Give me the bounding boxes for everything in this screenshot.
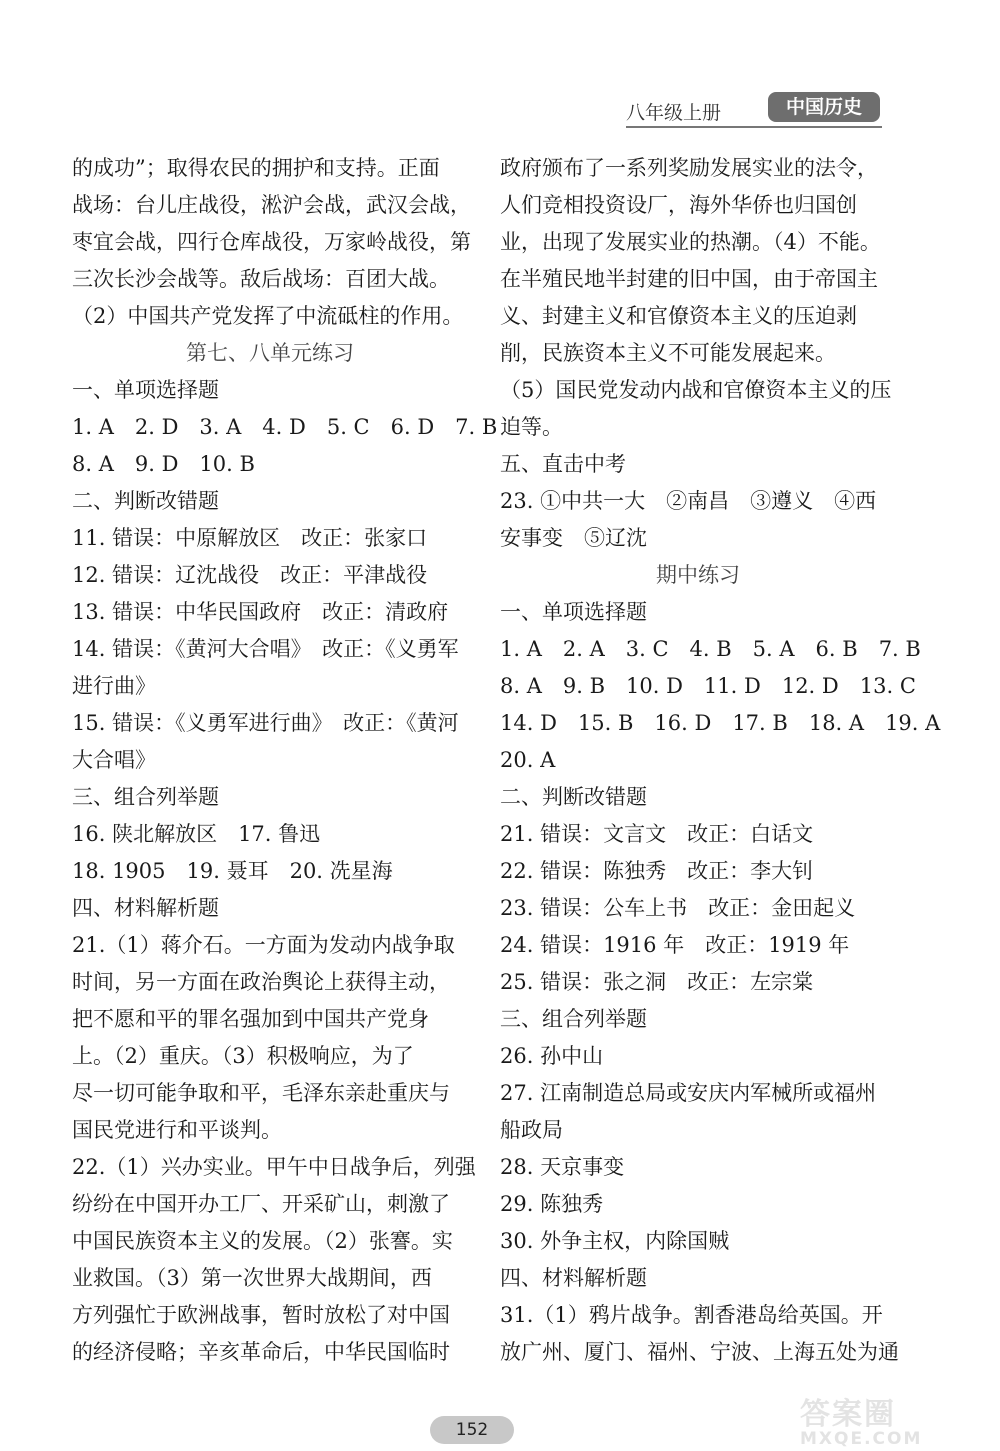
text-line: 26. 孙中山 <box>500 1044 604 1068</box>
text-line: 战场：台儿庄战役，淞沪会战，武汉会战， <box>72 193 471 217</box>
section-heading: 期中练习 <box>656 563 740 587</box>
text-line: 20. A <box>500 748 556 772</box>
text-line: 放广州、厦门、福州、宁波、上海五处为通 <box>500 1340 899 1364</box>
subject-badge: 中国历史 <box>768 92 880 122</box>
text-line: 四、材料解析题 <box>500 1266 647 1290</box>
text-line: 时间，另一方面在政治舆论上获得主动， <box>72 970 450 994</box>
text-line: 削，民族资本主义不可能发展起来。 <box>500 341 836 365</box>
text-line: 一、单项选择题 <box>500 600 647 624</box>
right-column <box>500 150 941 1371</box>
text-line: 23. 错误：公车上书 改正：金田起义 <box>500 896 856 920</box>
text-line: 人们竞相投资设厂，海外华侨也归国创 <box>500 193 857 217</box>
text-line: 11. 错误：中原解放区 改正：张家口 <box>72 526 428 550</box>
grade-label: 八年级上册 <box>626 102 722 124</box>
text-line: 27. 江南制造总局或安庆内军械所或福州 <box>500 1081 877 1105</box>
text-line: 业救国。（3）第一次世界大战期间，西 <box>72 1266 432 1290</box>
text-line: 18. 1905 19. 聂耳 20. 冼星海 <box>72 859 393 883</box>
text-line: 船政局 <box>500 1118 563 1142</box>
text-line: 安事变 ⑤辽沈 <box>500 526 647 550</box>
text-line: 22. 错误：陈独秀 改正：李大钊 <box>500 859 814 883</box>
text-line: 大合唱》 <box>72 748 156 772</box>
text-line: 23. ①中共一大 ②南昌 ③遵义 ④西 <box>500 489 877 513</box>
watermark-url: MXQE.COM <box>800 1429 923 1449</box>
text-line: 15. 错误：《义勇军进行曲》 改正：《黄河 <box>72 711 459 735</box>
text-line: 把不愿和平的罪名强加到中国共产党身 <box>72 1007 429 1031</box>
text-line: 14. D 15. B 16. D 17. B 18. A 19. A <box>500 711 941 735</box>
text-line: 上。（2）重庆。（3）积极响应，为了 <box>72 1044 414 1068</box>
text-line: 枣宜会战，四行仓库战役，万家岭战役，第 <box>72 230 471 254</box>
watermark-logo <box>800 1397 990 1449</box>
text-line: 29. 陈独秀 <box>500 1192 604 1216</box>
text-line: 21. 错误：文言文 改正：白话文 <box>500 822 814 846</box>
text-line: 三次长沙会战等。敌后战场：百团大战。 <box>72 267 450 291</box>
text-line: 业，出现了发展实业的热潮。（4）不能。 <box>500 230 881 254</box>
text-line: 13. 错误：中华民国政府 改正：清政府 <box>72 600 449 624</box>
text-line: 纷纷在中国开办工厂、开采矿山，刺激了 <box>72 1192 450 1216</box>
text-line: 16. 陕北解放区 17. 鲁迅 <box>72 822 321 846</box>
text-line: 迫等。 <box>500 415 563 439</box>
text-line: 一、单项选择题 <box>72 378 219 402</box>
watermark-text: 答案圈 <box>800 1397 896 1432</box>
section-heading: 第七、八单元练习 <box>186 341 354 365</box>
text-line: 30. 外争主权，内除国贼 <box>500 1229 730 1253</box>
text-line: 义、封建主义和官僚资本主义的压迫剥 <box>500 304 857 328</box>
text-line: 二、判断改错题 <box>72 489 219 513</box>
text-line: 的成功”；取得农民的拥护和支持。正面 <box>72 156 440 180</box>
text-line: 22.（1）兴办实业。甲午中日战争后，列强 <box>72 1155 476 1179</box>
header-rule <box>626 126 882 128</box>
text-line: 1. A 2. D 3. A 4. D 5. C 6. D 7. B <box>72 415 498 439</box>
text-line: 12. 错误：辽沈战役 改正：平津战役 <box>72 563 428 587</box>
text-line: 28. 天京事变 <box>500 1155 625 1179</box>
text-line: 进行曲》 <box>72 674 156 698</box>
text-line: 21.（1）蒋介石。一方面为发动内战争取 <box>72 933 455 957</box>
text-line: （2）中国共产党发挥了中流砥柱的作用。 <box>72 304 464 328</box>
text-line: 8. A 9. B 10. D 11. D 12. D 13. C <box>500 674 916 698</box>
text-line: 在半殖民地半封建的旧中国，由于帝国主 <box>500 267 878 291</box>
text-line: 方列强忙于欧洲战事，暂时放松了对中国 <box>72 1303 450 1327</box>
text-line: 31.（1）鸦片战争。割香港岛给英国。开 <box>500 1303 883 1327</box>
text-line: 国民党进行和平谈判。 <box>72 1118 282 1142</box>
text-line: 25. 错误：张之洞 改正：左宗棠 <box>500 970 814 994</box>
text-line: 政府颁布了一系列奖励发展实业的法令， <box>500 156 878 180</box>
text-line: 14. 错误：《黄河大合唱》 改正：《义勇军 <box>72 637 459 661</box>
page-header <box>626 92 886 132</box>
text-line: 中国民族资本主义的发展。（2）张謇。实 <box>72 1229 453 1253</box>
text-line: 24. 错误：1916 年 改正：1919 年 <box>500 933 850 957</box>
text-line: （5）国民党发动内战和官僚资本主义的压 <box>500 378 892 402</box>
text-line: 三、组合列举题 <box>72 785 219 809</box>
text-line: 1. A 2. A 3. C 4. B 5. A 6. B 7. B <box>500 637 921 661</box>
text-line: 五、直击中考 <box>500 452 626 476</box>
text-line: 的经济侵略；辛亥革命后，中华民国临时 <box>72 1340 450 1364</box>
text-line: 四、材料解析题 <box>72 896 219 920</box>
text-line: 尽一切可能争取和平，毛泽东亲赴重庆与 <box>72 1081 450 1105</box>
page-number: 152 <box>430 1416 514 1444</box>
left-column <box>72 150 498 1371</box>
text-line: 三、组合列举题 <box>500 1007 647 1031</box>
text-line: 二、判断改错题 <box>500 785 647 809</box>
text-line: 8. A 9. D 10. B <box>72 452 255 476</box>
